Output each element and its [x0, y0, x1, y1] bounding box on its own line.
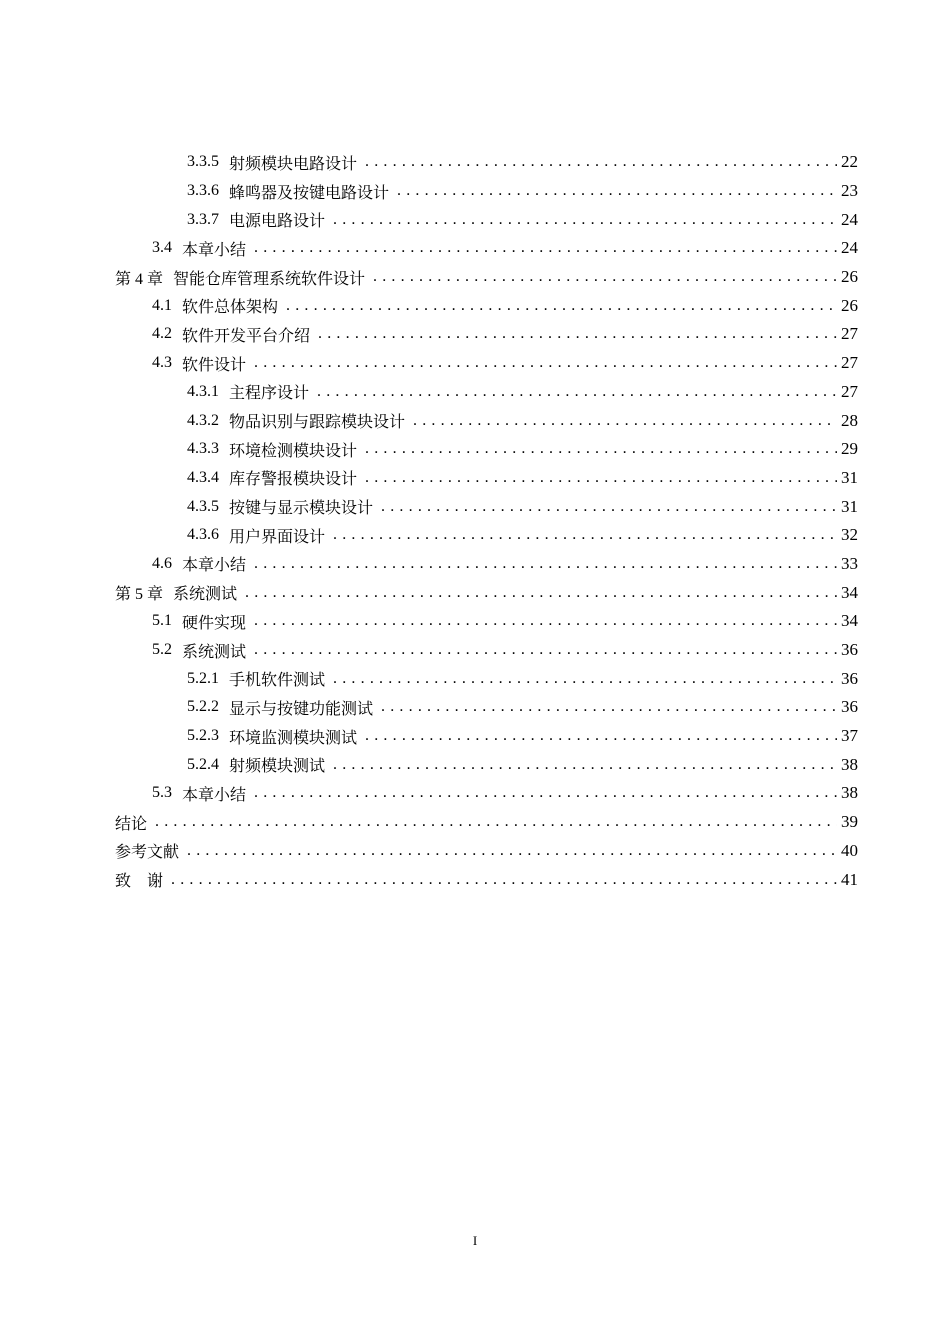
toc-entry[interactable]	[0, 320, 950, 349]
toc-entry-page: 36	[841, 640, 858, 660]
toc-entry[interactable]	[0, 406, 950, 435]
toc-entry-title: 智能仓库管理系统软件设计	[173, 268, 366, 288]
toc-entry[interactable]	[0, 464, 950, 493]
toc-entry-title: 本章小结	[182, 555, 247, 575]
toc-entry-page: 26	[841, 267, 858, 287]
toc-entry[interactable]	[0, 578, 950, 607]
toc-dot-leader	[245, 583, 837, 603]
table-of-contents	[0, 148, 950, 894]
toc-entry-number: 4.1	[152, 296, 172, 314]
toc-dot-leader	[365, 726, 837, 746]
toc-entry-page: 27	[841, 324, 858, 344]
toc-dot-leader	[381, 497, 837, 517]
toc-entry[interactable]	[0, 291, 950, 320]
toc-entry-title: 环境监测模块测试	[229, 727, 358, 747]
toc-entry-page: 37	[841, 726, 858, 746]
toc-entry-number: 3.3.7	[187, 210, 219, 228]
toc-entry[interactable]	[0, 865, 950, 894]
toc-entry-number: 4.3.6	[187, 526, 219, 544]
toc-dot-leader	[286, 296, 837, 316]
toc-entry[interactable]	[0, 263, 950, 292]
toc-entry[interactable]	[0, 636, 950, 665]
toc-entry[interactable]	[0, 177, 950, 206]
toc-entry-number: 5.2.2	[187, 698, 219, 716]
toc-dot-leader	[254, 611, 837, 631]
toc-entry-page: 27	[841, 381, 858, 401]
toc-entry[interactable]	[0, 664, 950, 693]
toc-dot-leader	[365, 439, 837, 459]
toc-entry-title: 致 谢	[115, 871, 164, 891]
page-number-footer: I	[472, 1233, 478, 1248]
toc-entry-page: 38	[841, 754, 858, 774]
toc-entry-number: 4.3.1	[187, 382, 219, 400]
toc-entry-title: 系统测试	[173, 584, 238, 604]
toc-entry-number: 4.3.5	[187, 497, 219, 515]
toc-dot-leader	[381, 697, 837, 717]
toc-entry-title: 系统测试	[182, 641, 247, 661]
toc-entry[interactable]	[0, 779, 950, 808]
toc-entry-title: 物品识别与跟踪模块设计	[229, 412, 406, 432]
toc-dot-leader	[333, 525, 837, 545]
toc-entry-title: 本章小结	[182, 239, 247, 259]
toc-entry-title: 手机软件测试	[229, 670, 326, 690]
toc-entry-title: 主程序设计	[229, 383, 310, 403]
toc-entry[interactable]	[0, 693, 950, 722]
toc-entry[interactable]	[0, 148, 950, 177]
toc-entry-number: 5.2.1	[187, 669, 219, 687]
toc-entry[interactable]	[0, 750, 950, 779]
toc-entry[interactable]	[0, 808, 950, 837]
toc-entry-page: 31	[841, 496, 858, 516]
toc-entry-title: 本章小结	[182, 784, 247, 804]
toc-entry[interactable]	[0, 378, 950, 407]
toc-entry-page: 36	[841, 668, 858, 688]
toc-dot-leader	[373, 267, 837, 287]
toc-entry-title: 按键与显示模块设计	[229, 498, 374, 518]
toc-entry-page: 41	[841, 869, 858, 889]
toc-entry-number: 4.3.4	[187, 468, 219, 486]
toc-entry[interactable]	[0, 492, 950, 521]
toc-entry-page: 40	[841, 840, 858, 860]
toc-entry-page: 24	[841, 209, 858, 229]
toc-dot-leader	[365, 468, 837, 488]
toc-dot-leader	[333, 669, 837, 689]
toc-dot-leader	[333, 210, 837, 230]
toc-entry-page: 27	[841, 353, 858, 373]
toc-entry-title: 电源电路设计	[229, 211, 326, 231]
toc-dot-leader	[254, 640, 837, 660]
toc-entry-page: 31	[841, 467, 858, 487]
toc-dot-leader	[187, 841, 837, 861]
toc-dot-leader	[254, 554, 837, 574]
toc-entry-number: 第 5 章	[115, 586, 164, 604]
toc-entry-title: 硬件实现	[182, 612, 247, 632]
toc-entry[interactable]	[0, 550, 950, 579]
toc-dot-leader	[397, 181, 837, 201]
toc-entry-page: 24	[841, 238, 858, 258]
toc-entry-title: 软件总体架构	[182, 297, 279, 317]
toc-dot-leader	[317, 382, 837, 402]
toc-entry-page: 38	[841, 783, 858, 803]
toc-entry[interactable]	[0, 435, 950, 464]
toc-entry-title: 蜂鸣器及按键电路设计	[229, 182, 390, 202]
toc-entry-number: 4.3.2	[187, 411, 219, 429]
toc-dot-leader	[365, 152, 837, 172]
toc-entry-number: 4.3.3	[187, 440, 219, 458]
toc-entry-title: 环境检测模块设计	[229, 440, 358, 460]
toc-entry[interactable]	[0, 837, 950, 866]
toc-dot-leader	[333, 755, 837, 775]
toc-entry[interactable]	[0, 722, 950, 751]
toc-entry-page: 34	[841, 611, 858, 631]
toc-entry-number: 4.2	[152, 325, 172, 343]
toc-entry[interactable]	[0, 521, 950, 550]
toc-dot-leader	[155, 812, 837, 832]
toc-entry-page: 22	[841, 152, 858, 172]
toc-entry-number: 3.3.6	[187, 182, 219, 200]
toc-entry-number: 5.2	[152, 641, 172, 659]
toc-entry-title: 软件设计	[182, 354, 247, 374]
toc-entry-page: 28	[841, 410, 858, 430]
toc-entry-page: 36	[841, 697, 858, 717]
toc-entry-title: 射频模块电路设计	[229, 153, 358, 173]
toc-entry-title: 库存警报模块设计	[229, 469, 358, 489]
toc-entry-page: 39	[841, 812, 858, 832]
toc-dot-leader	[171, 870, 837, 890]
toc-entry-title: 显示与按键功能测试	[229, 698, 374, 718]
toc-entry-number: 5.1	[152, 612, 172, 630]
toc-dot-leader	[318, 324, 837, 344]
toc-entry[interactable]	[0, 205, 950, 234]
toc-entry[interactable]	[0, 234, 950, 263]
toc-entry-page: 23	[841, 181, 858, 201]
toc-entry-number: 4.6	[152, 554, 172, 572]
toc-entry-title: 射频模块测试	[229, 756, 326, 776]
toc-entry-page: 32	[841, 525, 858, 545]
toc-entry-number: 3.3.5	[187, 153, 219, 171]
toc-entry-number: 5.2.3	[187, 727, 219, 745]
toc-entry-number: 3.4	[152, 239, 172, 257]
toc-entry-page: 34	[841, 582, 858, 602]
toc-dot-leader	[254, 238, 837, 258]
toc-entry-title: 用户界面设计	[229, 526, 326, 546]
toc-entry-number: 4.3	[152, 354, 172, 372]
toc-entry[interactable]	[0, 607, 950, 636]
toc-dot-leader	[413, 411, 837, 431]
toc-entry-title: 软件开发平台介绍	[182, 325, 311, 345]
toc-entry-title: 参考文献	[115, 842, 180, 862]
toc-dot-leader	[254, 353, 837, 373]
toc-entry-number: 5.3	[152, 784, 172, 802]
toc-entry-title: 结论	[115, 813, 148, 833]
toc-entry[interactable]	[0, 349, 950, 378]
toc-entry-number: 第 4 章	[115, 270, 164, 288]
toc-entry-page: 26	[841, 295, 858, 315]
toc-dot-leader	[254, 783, 837, 803]
toc-entry-page: 33	[841, 553, 858, 573]
toc-entry-number: 5.2.4	[187, 755, 219, 773]
toc-entry-page: 29	[841, 439, 858, 459]
